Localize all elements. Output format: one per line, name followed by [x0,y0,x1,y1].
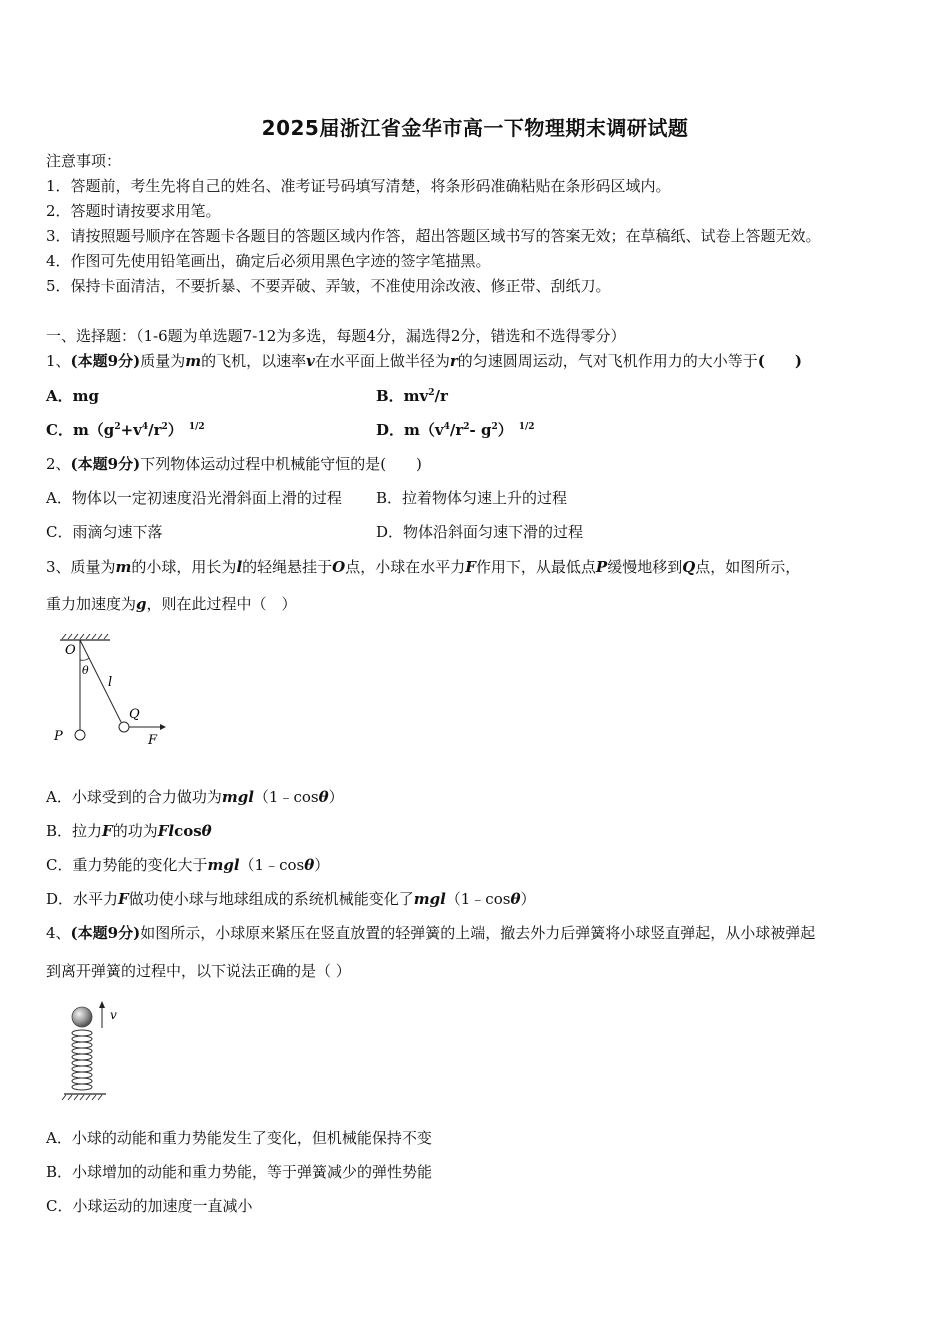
notice-item-2: 2．答题时请按要求用笔。 [46,202,221,220]
pendulum-figure [48,630,178,752]
q1-var-v: v [306,352,315,370]
q1-text: 的飞机，以速率 [201,352,307,370]
notice-item-4: 4．作图可先使用铅笔画出，确定后必须用黑色字迹的签字笔描黑。 [46,252,491,270]
q1-option-b: B．$mv^2/r$ [376,387,448,405]
question-2-stem: 2、(本题9分)下列物体运动过程中机械能守恒的是( ) [46,455,422,473]
q3-option-d: D．水平力F做功使小球与地球组成的系统机械能变化了mgl（1﹣cosθ） [46,890,536,908]
q3-option-a: A．小球受到的合力做功为mgl（1﹣cosθ） [46,788,344,806]
q3-option-c: C．重力势能的变化大于mgl（1﹣cosθ） [46,856,330,874]
label-v: v [110,1008,117,1022]
q1-var-m: m [185,352,202,370]
section-heading: 一、选择题：（1-6题为单选题7-12为多选，每题4分，漏选得2分，错选和不选得零分） [46,327,626,345]
label-f: F [148,733,158,748]
label-q: Q [129,707,140,722]
q1-text: 在水平面上做半径为 [314,352,450,370]
label-l: l [108,675,113,690]
question-4-stem-2: 到离开弹簧的过程中，以下说法正确的是（ ） [46,962,351,980]
q2-option-c: C．雨滴匀速下落 [46,523,163,541]
q1-score: (本题9分) [70,352,141,370]
notice-item-1: 1．答题前，考生先将自己的姓名、准考证号码填写清楚，将条形码准确粘贴在条形码区域内。 [46,177,671,195]
q1-option-a: A．mg [46,387,99,405]
q1-text: 质量为 [140,352,186,370]
question-1-stem [46,351,802,371]
notice-heading: 注意事项： [46,152,122,170]
notice-item-3: 3．请按照题号顺序在答题卡各题目的答题区域内作答，超出答题区域书写的答案无效；在草稿纸、试卷上答题无效。 [46,227,821,245]
q1-answer-blank: ( ) [757,352,802,370]
q4-option-a: A．小球的动能和重力势能发生了变化，但机械能保持不变 [46,1129,432,1147]
q2-option-d: D．物体沿斜面匀速下滑的过程 [376,523,584,541]
q1-text: 的匀速圆周运动，气对飞机作用力的大小等于 [457,352,758,370]
q2-option-b: B．拉着物体匀速上升的过程 [376,489,568,507]
question-4-stem: 4、(本题9分)如图所示，小球原来紧压在竖直放置的轻弹簧的上端，撤去外力后弹簧将小球竖直弹起，从小球被弹起 [46,924,816,942]
q4-option-c: C．小球运动的加速度一直减小 [46,1197,253,1215]
q1-option-d: D．$m(v^4/r^2-$ $g^2$） $^{1/2}$ [376,421,535,439]
spring-figure [60,1000,140,1106]
label-p: P [54,729,63,744]
label-theta: θ [82,664,89,677]
q1-var-r: r [449,352,458,370]
question-3-stem-2: 重力加速度为g，则在此过程中（ ） [46,595,297,613]
q1-option-c: C．$m(g^2+v^4/r^2)$ $^{1/2}$ [46,421,205,439]
q1-num: 1、 [46,352,71,370]
notice-item-5: 5．保持卡面清洁，不要折暴、不要弄破、弄皱，不准使用涂改液、修正带、刮纸刀。 [46,277,611,295]
page-title: 2025届浙江省金华市高一下物理期末调研试题 [261,116,689,140]
q4-option-b: B．小球增加的动能和重力势能，等于弹簧减少的弹性势能 [46,1163,433,1181]
question-3-stem: 3、质量为m的小球，用长为l的轻绳悬挂于O点，小球在水平力F作用下，从最低点P缓慢地移到Q点，如图所示， [46,558,801,576]
label-o: O [65,643,76,658]
q3-option-b: B．拉力F的功为Flcosθ [46,822,212,840]
q2-option-a: A．物体以一定初速度沿光滑斜面上滑的过程 [46,489,342,507]
